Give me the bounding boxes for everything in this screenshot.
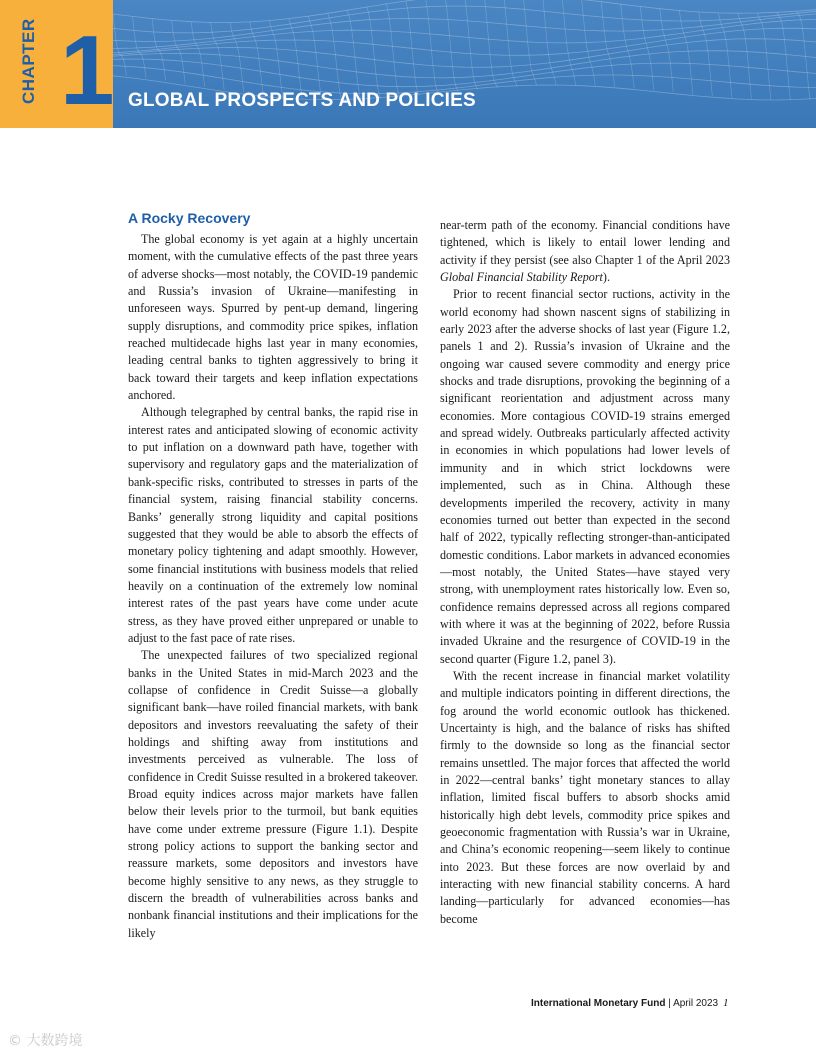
continuation-text: near-term path of the economy. Financial conditions have tightened, which is likely to entail lower lending and activity if they persist (see also Chapter 1 of the April 2023 — [440, 218, 730, 267]
mesh-line — [269, 21, 283, 97]
page-number: 1 — [723, 997, 729, 1009]
mesh-line — [113, 0, 816, 23]
chapter-title: GLOBAL PROSPECTS AND POLICIES — [128, 90, 476, 111]
mesh-line — [328, 13, 342, 99]
footer-date: April 2023 — [673, 998, 719, 1009]
mesh-line — [601, 2, 615, 87]
page-footer — [531, 998, 718, 1009]
chapter-banner — [113, 0, 816, 128]
mesh-line — [386, 4, 400, 97]
chapter-tab — [0, 0, 113, 128]
body-column-right — [440, 217, 730, 928]
body-paragraph-continuation — [440, 217, 730, 286]
footer-separator: | — [665, 998, 674, 1009]
section-heading: A Rocky Recovery — [128, 210, 251, 226]
mesh-line — [425, 0, 439, 93]
body-column-left — [128, 209, 418, 942]
mesh-line — [465, 0, 479, 89]
body-paragraph: Although telegraphed by central banks, the rapid rise in interest rates and anticipated slowing of economic activity to put inflation on a downward path have, together with supervisory and regulatory gaps and the materialization of bank-specific risks, contributed to stresses in parts of the financial system, raising financial stability concerns. Banks’ generally strong liquidity and capital positions suggested that they would be able to absorb the effects of monetary policy tightening and adapt smoothly. However, some financial institutions with business models that relied heavily on a continuation of the extremely low nominal interest rates of the past years have come under acute stress, as they have proved either unprepared or unable to adjust to the fast pace of rate rises. — [128, 405, 418, 645]
mesh-line — [484, 0, 498, 88]
watermark-logo: © 大数跨境 — [8, 1033, 83, 1049]
mesh-line — [230, 23, 244, 93]
body-paragraph: The global economy is yet again at a highly uncertain moment, with the cumulative effects of the past three years of adverse shocks—most notably, the COVID-19 pandemic and Russia’s invasion of Ukraine—manifesting in unforeseen ways. Spurred by pent-up demand, lingering supply disruptions, and commodity price spikes, inflation reached multidecade highs last year in many economies, leading central banks to tighten aggressively to bring it back toward their targets and keep inflation expectations anchored. — [128, 232, 418, 403]
mesh-line — [172, 20, 186, 83]
body-paragraph: With the recent increase in financial market volatility and multiple indicators pointing in different directions, the fog around the world economic outlook has thickened. Uncertainty is high, and the balance of risks has shifted firmly to the downside so long as the financial sector remains unsettled. The major forces that affected the world in 2022—central banks’ tight monetary stances to allay inflation, limited fiscal buffers to absorb shocks amid historically high debt levels, commodity price spikes and geoeconomic fragmentation with Russia’s war in Ukraine, and China’s economic reopening—seem likely to continue into 2023. But these forces are now overlaid by and interacting with new financial stability concerns. A hard landing—particularly for advanced economies—has become — [440, 668, 730, 926]
body-paragraph: Prior to recent financial sector ructions, activity in the world economy had shown nascent signs of stabilizing in early 2023 after the adverse shocks of last year (Figure 1.2, panels 1 and 2). Russia’s invasion of Ukraine and the ongoing war caused severe commodity and energy price shocks and trade disruptions, provoking the beginning of a significant reorientation and adjustment across many economies. More contagious COVID-19 strains emerged and spread widely. Outbreaks particularly affected activity in economies in which populations had lower levels of immunity and in which strict lockdowns were implemented, such as in China. Although these developments imperiled the recovery, activity in many economies turned out better than expected in the second half of 2022, typically reflecting stronger-than-anticipated domestic conditions. Labor markets in advanced economies—most notably, the United States—have stayed very strong, with unemployment rates historically low. Even so, confidence remains depressed across all regions compared with where it was at the beginning of 2022, before Russia invaded Ukraine and the resurgence of COVID-19 in the second quarter (Figure 1.2, panel 3). — [440, 287, 730, 666]
mesh-line — [289, 19, 303, 99]
mesh-line — [738, 13, 752, 99]
chapter-number: 1 — [60, 15, 112, 125]
mesh-line — [347, 10, 361, 99]
mesh-line — [757, 13, 771, 100]
mesh-line — [308, 16, 322, 99]
mesh-line — [113, 28, 816, 55]
footer-organization: International Monetary Fund — [531, 998, 666, 1009]
mesh-line — [699, 12, 713, 96]
mesh-line — [718, 13, 732, 98]
mesh-line — [523, 0, 537, 86]
report-title-reference: Global Financial Stability Report — [440, 270, 603, 285]
body-paragraph: The unexpected failures of two specialized regional banks in the United States in mid-March 2023 and the collapse of confidence in Credit Suisse—a globally significant bank—have roiled financial markets, with bank depositors and investors reevaluating the safety of their holdings and shifting away from institutions and investments perceived as vulnerable. The loss of confidence in Credit Suisse resulted in a brokered takeover. Broad equity indices across major markets have fallen below their levels prior to the turmoil, but bank equities have come under extreme pressure (Figure 1.1). Despite strong policy actions to support the banking sector and reassure markets, some depositors and investors have become highly sensitive to any news, as they struggle to discern the breadth of vulnerabilities across banks and nonbank financial institutions and their implications for the likely — [128, 648, 418, 940]
continuation-text-end: ). — [602, 270, 610, 285]
mesh-line — [113, 59, 816, 87]
mesh-line — [679, 11, 693, 95]
chapter-label: CHAPTER — [19, 18, 38, 104]
mesh-line — [367, 7, 381, 99]
